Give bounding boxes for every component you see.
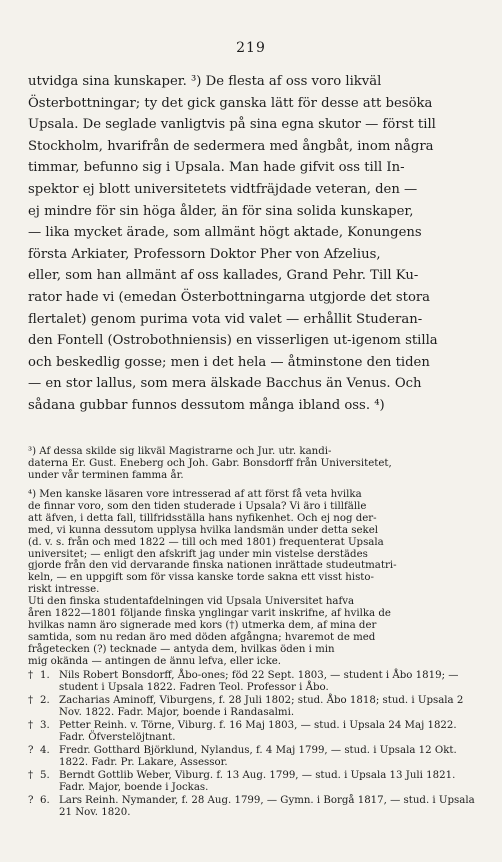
- footnote-line: (d. v. s. från och med 1822 — till och med 1801) frequenterat Upsala: [28, 536, 384, 548]
- status-mark: †: [28, 719, 34, 731]
- text-line: flertalet) genom purima vota vid valet — erhållit Studeran-: [28, 311, 423, 327]
- status-mark: †: [28, 769, 34, 781]
- page-number: 219: [236, 40, 266, 56]
- footnote-line: de finnar voro, som den tiden studerade i Upsala? Vi äro i tillfälle: [28, 500, 367, 512]
- footnote-line: Uti den finska studentafdelningen vid Upsala Universitet hafva: [28, 596, 355, 608]
- entry-number: 6.: [40, 794, 50, 806]
- status-mark: †: [28, 694, 34, 706]
- list-item: [28, 695, 478, 720]
- footnote-line: universitet; — enligt den afskrift jag under min vistelse derstädes: [28, 548, 368, 560]
- footnote-line: att äfven, i detta fall, tillfridsställa hans nyfikenhet. Och ej nog der-: [28, 512, 377, 524]
- entry-text: Petter Reinh. v. Törne, Viburg. f. 16 Maj 1803, — stud. i Upsala 24 Maj 1822. Fadr. Öfverstelöjtnant.: [59, 719, 457, 744]
- text-line: — en stor lallus, som mera älskade Bacchus än Venus. Och: [28, 376, 422, 392]
- text-line: timmar, befunno sig i Upsala. Man hade gifvit oss till In-: [28, 160, 405, 176]
- footnote-3: [28, 446, 478, 482]
- footnote-line: hvilkas namn äro signerade med kors (†) utmerka dem, af mina der: [28, 619, 377, 631]
- text-line: Upsala. De seglade vanligtvis på sina egna skutor — först till: [28, 117, 436, 133]
- student-list: [28, 670, 478, 820]
- text-line: och beskedlig gosse; men i det hela — åtminstone den tiden: [28, 354, 430, 370]
- text-line: eller, som han allmänt af oss kallades, Grand Pehr. Till Ku-: [28, 268, 419, 284]
- text-line: spektor ej blott universitetets vidtfräjdade veteran, den —: [28, 181, 418, 197]
- text-line: — lika mycket ärade, som allmänt högt aktade, Konungens: [28, 225, 422, 241]
- footnote-line: ⁴) Men kanske läsaren vore intresserad af att först få veta hvilka: [28, 489, 362, 500]
- entry-text: Zacharias Aminoff, Viburgens, f. 28 Juli 1802; stud. Åbo 1818; stud. i Upsala 2 Nov. 1822. Fadr. Major, boende i Randasalmi.: [59, 694, 464, 719]
- status-mark: ?: [28, 744, 34, 756]
- list-item: [28, 670, 478, 695]
- text-line: rator hade vi (emedan Österbottningarna utgjorde det stora: [28, 289, 431, 305]
- text-line: Österbottningar; ty det gick ganska lätt för desse att besöka: [28, 95, 433, 111]
- footnote-line: under vår terminen famma år.: [28, 469, 184, 481]
- list-item: [28, 795, 478, 820]
- text-line: utvidga sina kunskaper. ³) De flesta af oss voro likväl: [28, 74, 382, 89]
- list-item: [28, 745, 478, 770]
- main-text: [28, 71, 478, 417]
- footnote-line: med, vi kunna dessutom upplysa hvilka landsmän under detta sekel: [28, 524, 379, 536]
- status-mark: ?: [28, 794, 34, 806]
- list-item: [28, 720, 478, 745]
- footnote-line: frågetecken (?) tecknade — antyda dem, hvilkas öden i min: [28, 643, 335, 655]
- entry-text: Fredr. Gotthard Björklund, Nylandus, f. 4 Maj 1799, — stud. i Upsala 12 Okt. 1822. Fadr. Pr. Lakare, Assessor.: [59, 744, 457, 769]
- footnote-line: riskt intresse.: [28, 584, 100, 596]
- entry-number: 5.: [40, 769, 50, 781]
- text-line: Stockholm, hvarifrån de sedermera med ångbåt, inom några: [28, 138, 434, 154]
- footnote-line: daterna Er. Gust. Eneberg och Joh. Gabr. Bonsdorff från Universitetet,: [28, 457, 392, 469]
- footnote-line: mig okända — antingen de ännu lefva, eller icke.: [28, 655, 282, 667]
- footnote-4: [28, 489, 478, 668]
- footnote-line: keln, — en uppgift som för vissa kanske torde sakna ett visst histo-: [28, 572, 374, 584]
- entry-number: 1.: [40, 670, 50, 681]
- entry-text: Nils Robert Bonsdorff, Åbo-ones; föd 22 Sept. 1803, — student i Åbo 1819; — student i Upsala 1822. Fadren Teol. Professor i Åbo.: [59, 670, 459, 694]
- status-mark: †: [28, 670, 34, 681]
- text-line: sådana gubbar funnos dessutom många ibland oss. ⁴): [28, 397, 385, 413]
- list-item: [28, 770, 478, 795]
- text-line: första Arkiater, Professorn Doktor Pher von Afzelius,: [28, 246, 381, 262]
- footnote-line: gjorde från den vid dervarande finska nationen inrättade studeutmatri-: [28, 560, 397, 572]
- text-line: ej mindre för sin höga ålder, än för sina solida kunskaper,: [28, 203, 414, 219]
- entry-text: Lars Reinh. Nymander, f. 28 Aug. 1799, — Gymn. i Borgå 1817, — stud. i Upsala 21 Nov. 1820.: [59, 794, 475, 819]
- entry-text: Berndt Gottlib Weber, Viburg. f. 13 Aug. 1799, — stud. i Upsala 13 Juli 1821. Fadr. Major, boende i Jockas.: [59, 769, 456, 794]
- footnote-line: samtida, som nu redan äro med döden afgångna; hvaremot de med: [28, 631, 376, 643]
- entry-number: 4.: [40, 744, 50, 756]
- text-line: den Fontell (Ostrobothniensis) en visserligen ut-igenom stilla: [28, 333, 438, 349]
- entry-number: 2.: [40, 694, 50, 706]
- footnote-line: ³) Af dessa skilde sig likväl Magistrarne och Jur. utr. kandi-: [28, 446, 332, 457]
- entry-number: 3.: [40, 719, 50, 731]
- footnote-line: åren 1822—1801 följande finska ynglingar varit inskrifne, af hvilka de: [28, 608, 391, 620]
